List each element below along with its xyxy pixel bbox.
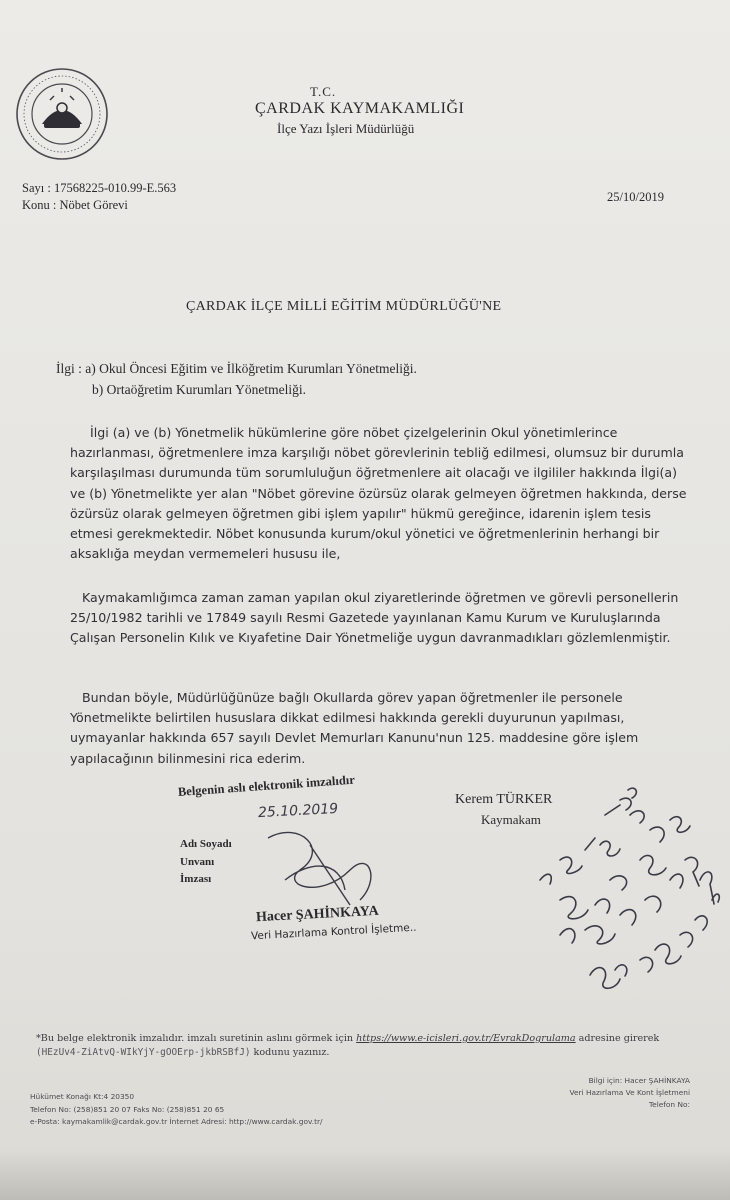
header-department: İlçe Yazı İşleri Müdürlüğü <box>277 121 415 136</box>
page-shadow <box>0 1150 730 1200</box>
recipient-line: ÇARDAK İLÇE MİLLİ EĞİTİM MÜDÜRLÜĞÜ'NE <box>186 299 502 314</box>
footer-contact-name: Bilgi için: Hacer ŞAHİNKAYA <box>588 1076 690 1085</box>
footnote <box>36 1032 696 1060</box>
body-paragraph-2-text: Kaymakamlığımca zaman zaman yapılan okul ziyaretlerinde öğretmen ve görevli personellerin 25/10/1982 tarihli ve 17849 sayılı Resmi Gazetede yayınlanan Kamu Kurum ve Kuruluşlarında Çalışan Personelin Kılık ve Kıyafetine Dair Yönetmeliğe uygun davranmadıkları gözlemlenmiştir. <box>70 590 679 646</box>
footer-address: Hükümet Konağı Kt:4 20350 <box>30 1092 135 1101</box>
document-number: Sayı : 17568225-010.99-E.563 <box>22 181 177 195</box>
body-paragraph-3-text: Bundan böyle, Müdürlüğünüze bağlı Okullarda görev yapan öğretmenler ile personele Yönetmelikte belirtilen hususlara dikkat edilmesi hakkında gerekli duyurunun yapılması, uymayanlar hakkında 657 sayılı Devlet Memurları Kanunu'nun 125. maddesine göre işlem yapılacağının bilinmesini rica ederim. <box>70 690 639 766</box>
cert-signature-label: İmzası <box>180 873 212 885</box>
body-paragraph-1: İlgi (a) ve (b) Yönetmelik hükümlerine göre nöbet çizelgelerinin Okul yönetimlerince hazırlanması, öğretmenlere imza karşılığı nöbet görevlerinin tebliğ edilmesi, olumsuz bir durumla karşılaşılması durumunda tüm sorumluluğun öğretmenlere ait olacağı ve ilgililer hakkında İlgi(a) ve (b) Yönetmelikte yer alan "Nöbet görevine özürsüz olarak gelmeyen öğretmen hakkında, derse özürsüz olarak gelmeyen öğretmen gibi işlem yapılır" hükmü gereğince, idarenin işlem tesis etmesi gerekmektedir. Nöbet konusunda kurum/okul yönetici ve öğretmenlerinin herhangi bir aksaklığa meydan vermemeleri hususu ile, <box>70 425 687 562</box>
footer-contact-title: Veri Hazırlama Ve Kont İşletmeni <box>569 1088 690 1097</box>
header-institution: ÇARDAK KAYMAKAMLIĞI <box>255 100 465 117</box>
cert-title-label: Unvanı <box>180 856 215 868</box>
signatory-name: Kerem TÜRKER <box>455 792 553 807</box>
cert-name-label: Adı Soyadı <box>180 838 232 850</box>
verification-link[interactable]: https://www.e-icisleri.gov.tr/EvrakDogrulama <box>356 1033 576 1044</box>
document-subject: Konu : Nöbet Görevi <box>22 198 128 212</box>
document-date: 25/10/2019 <box>607 190 664 204</box>
verification-code: (HEzUv4-ZiAtvQ-WIkYjY-gOOErp-jkbRSBfJ) <box>36 1047 251 1058</box>
handwritten-cert-date: 25.10.2019 <box>257 800 339 822</box>
footer-email: e-Posta: kaymakamlik@cardak.gov.tr İnternet Adresi: http://www.cardak.gov.tr/ <box>30 1117 323 1126</box>
reference-b: b) Ortaöğretim Kurumları Yönetmeliği. <box>92 382 306 397</box>
certifier-role: Veri Hazırlama Kontrol İşletme.. <box>250 921 417 943</box>
footnote-mid: adresine girerek <box>575 1033 660 1044</box>
certification-title: Belgenin aslı elektronik imzalıdır <box>177 772 356 799</box>
certifier-name: Hacer ŞAHİNKAYA <box>255 903 380 926</box>
header-tc: T.C. <box>310 84 337 99</box>
reference-a: İlgi : a) Okul Öncesi Eğitim ve İlköğretim Kurumları Yönetmeliği. <box>56 361 417 376</box>
footnote-suffix: kodunu yazınız. <box>250 1047 330 1058</box>
footer-phone: Telefon No: (258)851 20 07 Faks No: (258)851 20 65 <box>30 1105 225 1114</box>
footnote-prefix: *Bu belge elektronik imzalıdır. imzalı suretinin aslını görmek için <box>36 1033 357 1044</box>
footer-contact-phone: Telefon No: <box>648 1100 690 1109</box>
signatory-title: Kaymakam <box>481 812 541 827</box>
